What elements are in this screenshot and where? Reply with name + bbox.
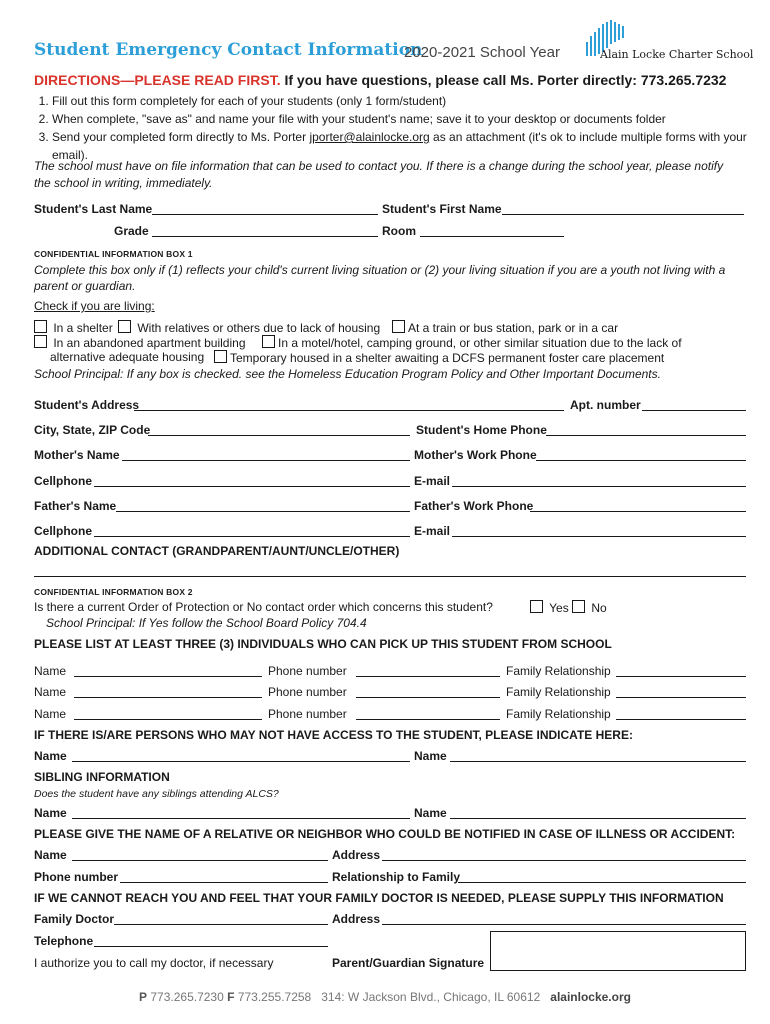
apt-label: Apt. number (570, 398, 641, 412)
box1-heading: CONFIDENTIAL INFORMATION BOX 1 (34, 249, 193, 259)
no-access-name-field-2[interactable] (450, 761, 746, 762)
home-phone-label: Student's Home Phone (416, 423, 547, 437)
step-3-tail: as an attachment (it's ok to include multiple forms with your email). (52, 130, 747, 162)
grade-label: Grade (114, 224, 149, 238)
directions-steps (34, 92, 752, 164)
doctor-phone-label: Telephone (34, 934, 94, 948)
option-temporary[interactable] (214, 350, 664, 365)
logo-wordmark: Alain Locke Charter School (600, 48, 754, 61)
city-field[interactable] (148, 435, 410, 436)
option-label: In an abandoned apartment building (53, 336, 246, 350)
sibling-name-label-2: Name (414, 806, 447, 820)
last-name-field[interactable] (152, 214, 378, 215)
footer-fax: 773.255.7258 (237, 990, 312, 1004)
directions-note: The school must have on file information that can be used to contact you. If there is a change during the school year, please notify the school in writing, immediately. (34, 159, 724, 190)
pickup-phone-field[interactable] (356, 676, 500, 677)
room-field[interactable] (420, 236, 564, 237)
pickup-phone-label: Phone number (268, 664, 347, 678)
mother-email-label: E-mail (414, 474, 451, 488)
signature-label: Parent/Guardian Signature (332, 956, 485, 970)
room-label: Room (382, 224, 416, 238)
sibling-name-label: Name (34, 806, 67, 820)
apt-field[interactable] (642, 410, 746, 411)
pickup-name-label: Name (34, 685, 67, 699)
address-field[interactable] (134, 410, 564, 411)
step-3-text: Send your completed form directly to Ms. Porter (52, 130, 307, 144)
additional-contact-field[interactable] (34, 576, 746, 577)
father-name-label: Father's Name (34, 499, 117, 513)
step-1: 1. Fill out this form completely for each of your students (only 1 form/student) (52, 92, 752, 110)
doctor-name-label: Family Doctor (34, 912, 115, 926)
home-phone-field[interactable] (546, 435, 746, 436)
father-work-field[interactable] (530, 511, 746, 512)
option-shelter[interactable] (34, 320, 113, 335)
option-label: At a train or bus station, park or in a car (408, 321, 619, 335)
pickup-phone-field[interactable] (356, 697, 500, 698)
doctor-name-field[interactable] (114, 924, 328, 925)
father-cell-field[interactable] (94, 536, 410, 537)
box2-principal-note: School Principal: If Yes follow the School Board Policy 704.4 (46, 616, 367, 630)
pickup-phone-label: Phone number (268, 707, 347, 721)
father-name-field[interactable] (116, 511, 410, 512)
sibling-name-field-2[interactable] (450, 818, 746, 819)
pickup-name-label: Name (34, 664, 67, 678)
option-relatives[interactable] (118, 320, 380, 335)
checkbox[interactable] (34, 335, 47, 348)
checkbox[interactable] (34, 320, 47, 333)
doctor-heading: IF WE CANNOT REACH YOU AND FEEL THAT YOUR FAMILY DOCTOR IS NEEDED, PLEASE SUPPLY THIS INFORMATION (34, 891, 724, 905)
no-label: No (591, 601, 607, 615)
father-email-field[interactable] (452, 536, 746, 537)
checkbox[interactable] (118, 320, 131, 333)
mother-cell-field[interactable] (94, 486, 410, 487)
mother-email-field[interactable] (452, 486, 746, 487)
option-motel-cont: alternative adequate housing (50, 350, 205, 364)
mother-cell-label: Cellphone (34, 474, 93, 488)
pickup-heading: PLEASE LIST AT LEAST THREE (3) INDIVIDUALS WHO CAN PICK UP THIS STUDENT FROM SCHOOL (34, 637, 612, 651)
pickup-name-label: Name (34, 707, 67, 721)
pickup-name-field[interactable] (74, 719, 262, 720)
last-name-label: Student's Last Name (34, 202, 153, 216)
pickup-name-field[interactable] (74, 697, 262, 698)
no-access-heading: IF THERE IS/ARE PERSONS WHO MAY NOT HAVE ACCESS TO THE STUDENT, PLEASE INDICATE HERE: (34, 728, 633, 742)
address-label: Student's Address (34, 398, 140, 412)
sibling-heading: SIBLING INFORMATION (34, 770, 170, 784)
father-work-label: Father's Work Phone (414, 499, 534, 513)
pickup-name-field[interactable] (74, 676, 262, 677)
doctor-phone-field[interactable] (94, 946, 328, 947)
footer-fax-prefix: F (227, 990, 235, 1004)
pickup-relationship-field[interactable] (616, 697, 746, 698)
box1-check-label: Check if you are living: (34, 299, 155, 313)
no-access-name-label: Name (34, 749, 67, 763)
option-abandoned[interactable] (34, 335, 246, 350)
relative-relationship-field[interactable] (458, 882, 746, 883)
first-name-field[interactable] (502, 214, 744, 215)
mother-work-field[interactable] (536, 460, 746, 461)
mother-name-label: Mother's Name (34, 448, 120, 462)
school-year: 2020-2021 School Year (404, 44, 560, 61)
checkbox[interactable] (572, 600, 585, 613)
pickup-relationship-field[interactable] (616, 676, 746, 677)
directions-lead: DIRECTIONS—PLEASE READ FIRST. (34, 72, 281, 88)
mother-work-label: Mother's Work Phone (414, 448, 537, 462)
checkbox[interactable] (392, 320, 405, 333)
porter-email-link[interactable]: jporter@alainlocke.org (309, 130, 430, 144)
pickup-relationship-label: Family Relationship (506, 707, 611, 721)
option-label: With relatives or others due to lack of housing (137, 321, 381, 335)
box1-instructions: Complete this box only if (1) reflects your child's current living situation or (2) your living situation if you are a youth not living with a parent or guardian. (34, 263, 726, 293)
checkbox[interactable] (214, 350, 227, 363)
grade-field[interactable] (152, 236, 378, 237)
box2-yes[interactable] (530, 600, 569, 615)
footer-phone-prefix: P (139, 990, 148, 1004)
father-cell-label: Cellphone (34, 524, 93, 538)
option-label: In a shelter (53, 321, 113, 335)
relative-address-label: Address (332, 848, 381, 862)
relative-name-label: Name (34, 848, 67, 862)
directions-question: If you have questions, please call Ms. Porter directly: 773.265.7232 (284, 72, 727, 88)
additional-contact-label: ADDITIONAL CONTACT (GRANDPARENT/AUNT/UNCLE/OTHER) (34, 544, 400, 558)
relative-phone-field[interactable] (120, 882, 328, 883)
father-email-label: E-mail (414, 524, 451, 538)
option-station[interactable] (392, 320, 618, 335)
mother-name-field[interactable] (122, 460, 410, 461)
doctor-address-field[interactable] (382, 924, 746, 925)
footer-website[interactable]: alainlocke.org (550, 990, 631, 1004)
no-access-name-label-2: Name (414, 749, 447, 763)
signature-box[interactable] (490, 931, 746, 971)
option-motel[interactable] (262, 335, 682, 350)
authorize-text: I authorize you to call my doctor, if necessary (34, 956, 274, 970)
step-2: 2. When complete, "save as" and name your file with your student's name; save it to your desktop or documents folder (52, 110, 752, 128)
yes-label: Yes (549, 601, 569, 615)
footer-phone: 773.265.7230 (150, 990, 224, 1004)
sibling-name-field[interactable] (72, 818, 410, 819)
relative-phone-label: Phone number (34, 870, 119, 884)
relative-relationship-label: Relationship to Family (332, 870, 461, 884)
box2-question: Is there a current Order of Protection or No contact order which concerns this student? (34, 600, 493, 614)
pickup-phone-label: Phone number (268, 685, 347, 699)
relative-heading: PLEASE GIVE THE NAME OF A RELATIVE OR NEIGHBOR WHO COULD BE NOTIFIED IN CASE OF ILLNESS OR ACCIDENT: (34, 827, 736, 841)
checkbox[interactable] (530, 600, 543, 613)
box1-principal-note: School Principal: If any box is checked. see the Homeless Education Program Policy and Other Important Documents. (34, 367, 661, 381)
doctor-address-label: Address (332, 912, 381, 926)
box2-no[interactable] (572, 600, 607, 615)
no-access-name-field[interactable] (72, 761, 410, 762)
relative-address-field[interactable] (382, 860, 746, 861)
form-title: Student Emergency Contact Information (34, 40, 423, 60)
first-name-label: Student's First Name (382, 202, 502, 216)
relative-name-field[interactable] (72, 860, 328, 861)
checkbox[interactable] (262, 335, 275, 348)
page-footer (0, 990, 770, 1004)
sibling-question: Does the student have any siblings attending ALCS? (34, 788, 279, 800)
box2-heading: CONFIDENTIAL INFORMATION BOX 2 (34, 587, 193, 597)
directions-line (34, 72, 726, 88)
option-label: In a motel/hotel, camping ground, or other similar situation due to the lack of (278, 336, 682, 350)
pickup-relationship-field[interactable] (616, 719, 746, 720)
pickup-phone-field[interactable] (356, 719, 500, 720)
pickup-relationship-label: Family Relationship (506, 664, 611, 678)
footer-address: 314: W Jackson Blvd., Chicago, IL 60612 (321, 990, 541, 1004)
city-label: City, State, ZIP Code (34, 423, 151, 437)
pickup-relationship-label: Family Relationship (506, 685, 611, 699)
option-label: Temporary housed in a shelter awaiting a DCFS permanent foster care placement (230, 351, 665, 365)
